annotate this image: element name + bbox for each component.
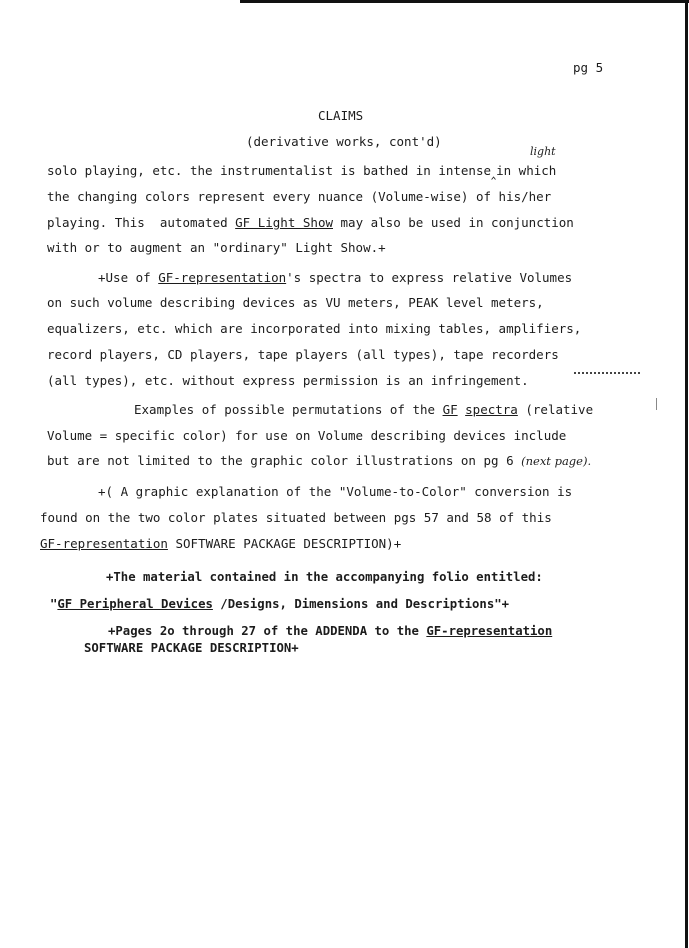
paragraph2-line4: record players, CD players, tape players (all types), tape recorders: [47, 347, 559, 362]
paragraph1-line4: with or to augment an "ordinary" Light Show.+: [47, 240, 386, 255]
paragraph4-line1: +( A graphic explanation of the "Volume-to-Color" conversion is: [98, 484, 573, 499]
margin-tick: [656, 398, 657, 410]
gf-representation-term: GF-representation: [40, 536, 168, 551]
handwritten-next-page: (next page).: [521, 454, 592, 468]
insertion-caret: ‸: [491, 162, 497, 180]
paragraph6-line1: [108, 623, 552, 639]
paragraph5-line2-post: /Designs, Dimensions and Descriptions"+: [212, 597, 510, 611]
page-number: pg 5: [573, 60, 604, 75]
paragraph6-line2: SOFTWARE PACKAGE DESCRIPTION+: [84, 641, 299, 655]
paragraph1-line2: the changing colors represent every nuance (Volume-wise) of his/her: [47, 189, 552, 204]
paragraph5-line2: [50, 596, 509, 612]
paragraph4-line2: found on the two color plates situated between pgs 57 and 58 of this: [40, 510, 552, 525]
paragraph3-line3: [47, 453, 591, 469]
paragraph2-line1: [98, 270, 572, 286]
gf-representation-term: GF-representation: [426, 624, 553, 638]
paragraph3-line2: Volume = specific color) for use on Volume describing devices include: [47, 428, 567, 443]
paragraph1-line3-pre: playing. This automated: [47, 215, 236, 230]
paragraph1-line1-text: solo playing, etc. the instrumentalist is bathed in intense: [47, 163, 492, 178]
paragraph5-line2-pre: ": [50, 597, 58, 611]
paragraph2-line1-post: 's spectra to express relative Volumes: [286, 270, 573, 285]
paragraph4-line3-post: SOFTWARE PACKAGE DESCRIPTION)+: [167, 536, 402, 551]
page-subtitle: (derivative works, cont'd): [246, 134, 442, 149]
paragraph3-line3-text: but are not limited to the graphic color illustrations on pg 6: [47, 453, 514, 468]
scan-edge-right: [685, 0, 688, 948]
gf-term: GF: [442, 402, 458, 417]
scan-edge-top: [240, 0, 689, 3]
paragraph3-line1-post: (relative: [517, 402, 594, 417]
dotted-mark: [574, 372, 640, 374]
gf-representation-term: GF-representation: [158, 270, 287, 285]
paragraph2-line2: on such volume describing devices as VU meters, PEAK level meters,: [47, 295, 544, 310]
handwritten-insertion: light: [530, 145, 556, 158]
paragraph3-line1-pre: Examples of possible permutations of the: [134, 402, 443, 417]
paragraph3-line1: [134, 402, 593, 418]
paragraph1-line3-post: may also be used in conjunction: [333, 215, 574, 230]
paragraph6-line1-pre: +Pages 2o through 27 of the ADDENDA to the: [108, 624, 427, 638]
paragraph1-line1: [47, 163, 556, 179]
gf-light-show-term: GF Light Show: [235, 215, 333, 230]
paragraph2-line3: equalizers, etc. which are incorporated into mixing tables, amplifiers,: [47, 321, 582, 336]
spectra-term: spectra: [465, 402, 518, 417]
paragraph2-line5: (all types), etc. without express permission is an infringement.: [47, 373, 529, 388]
paragraph5-line1: +The material contained in the accompanying folio entitled:: [106, 570, 543, 584]
paragraph4-line3: [40, 536, 401, 552]
paragraph1-line3: [47, 215, 574, 231]
paragraph2-line1-pre: +Use of: [98, 270, 159, 285]
page-title: CLAIMS: [318, 108, 364, 123]
gf-peripheral-devices-term: GF Peripheral Devices: [57, 597, 213, 611]
paragraph1-line1-after: in which: [496, 163, 557, 178]
